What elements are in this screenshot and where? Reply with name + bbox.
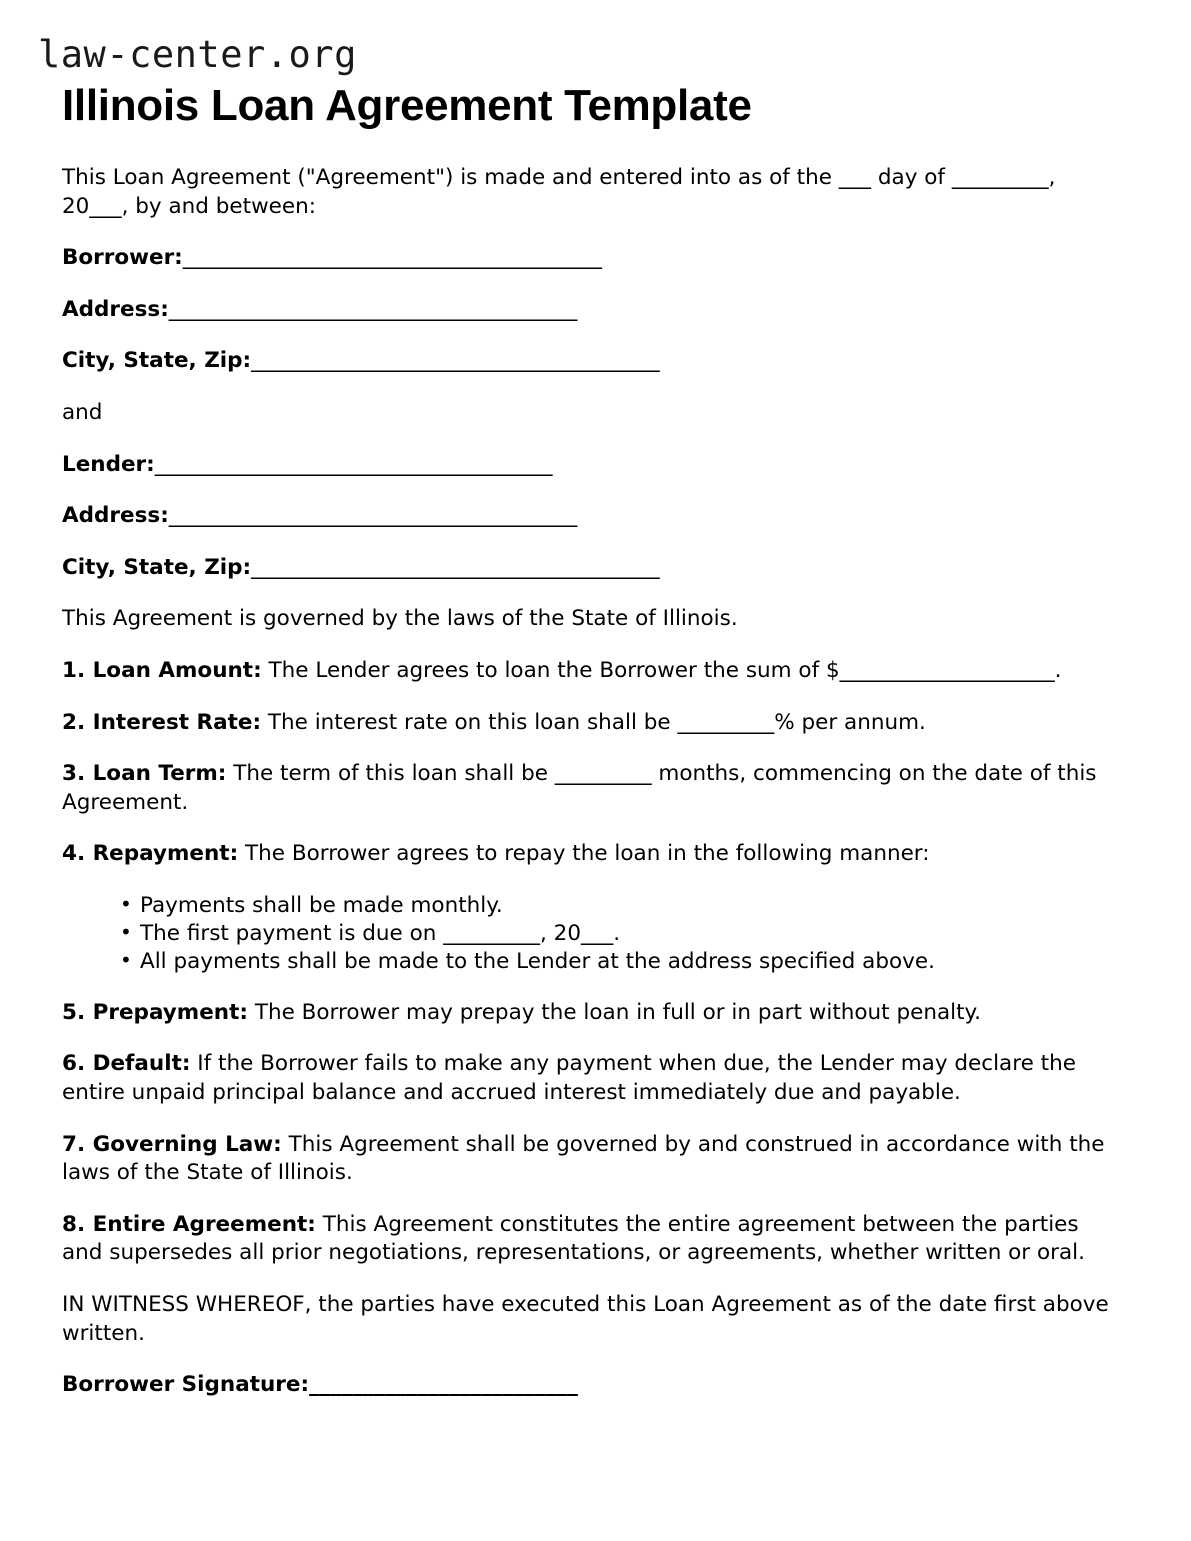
lender-address-field bbox=[62, 502, 1121, 531]
clause-loan-amount-body: The Lender agrees to loan the Borrower the sum of $____________________. bbox=[261, 658, 1062, 684]
borrower-address-label: Address: bbox=[62, 296, 169, 322]
clause-default-body: If the Borrower fails to make any payment when due, the Lender may declare the entire unpaid principal balance and accrued interest immediately due and payable. bbox=[62, 1051, 1076, 1106]
clause-loan-amount bbox=[62, 657, 1121, 686]
clause-loan-term-body: The term of this loan shall be _________ months, commencing on the date of this Agreement. bbox=[62, 761, 1097, 815]
clause-governing-law-body: This Agreement shall be governed by and construed in accordance with the laws of the State of Illinois. bbox=[62, 1131, 1105, 1186]
conjunction-and: and bbox=[62, 400, 103, 426]
clause-interest-rate-body: The interest rate on this loan shall be _________% per annum. bbox=[261, 709, 926, 735]
list-item: • All payments shall be made to the Lender at the address specified above. bbox=[120, 948, 1121, 976]
borrower-signature-blank: _________________________ bbox=[309, 1372, 578, 1398]
clause-loan-amount-head: 1. Loan Amount: bbox=[62, 658, 262, 684]
clause-repayment bbox=[62, 840, 1121, 869]
clause-loan-term bbox=[62, 760, 1121, 817]
borrower-address-blank: ______________________________________ bbox=[168, 296, 578, 322]
borrower-citystatezip-label: City, State, Zip: bbox=[62, 348, 252, 374]
borrower-name-label: Borrower: bbox=[62, 245, 183, 271]
clause-governing-law bbox=[62, 1131, 1121, 1188]
lender-citystatezip-label: City, State, Zip: bbox=[62, 554, 252, 580]
lender-address-label: Address: bbox=[62, 503, 169, 529]
clause-interest-rate-head: 2. Interest Rate: bbox=[62, 709, 262, 735]
lender-name-label: Lender: bbox=[62, 451, 155, 477]
borrower-signature-field bbox=[62, 1371, 1121, 1400]
list-item: • Payments shall be made monthly. bbox=[120, 892, 1121, 920]
clause-loan-term-head: 3. Loan Term: bbox=[62, 761, 227, 787]
clause-prepayment bbox=[62, 999, 1121, 1028]
borrower-citystatezip-blank: ______________________________________ bbox=[251, 348, 660, 374]
governing-law-note: This Agreement is governed by the laws of the State of Illinois. bbox=[62, 606, 738, 632]
clause-default-head: 6. Default: bbox=[62, 1051, 191, 1077]
clause-prepayment-body: The Borrower may prepay the loan in full or in part without penalty. bbox=[247, 999, 982, 1025]
intro-paragraph: This Loan Agreement ("Agreement") is made and entered into as of the ___ day of _________, 20___, by and between: bbox=[62, 165, 1056, 219]
site-name: law-center.org bbox=[38, 33, 357, 76]
clause-default bbox=[62, 1050, 1121, 1107]
lender-name-blank: _____________________________________ bbox=[154, 451, 553, 477]
list-item: • The first payment is due on _________, 20___. bbox=[120, 920, 1121, 948]
repayment-bullet-list bbox=[62, 892, 1121, 976]
borrower-citystatezip-field bbox=[62, 347, 1121, 376]
borrower-address-field bbox=[62, 296, 1121, 325]
borrower-signature-label: Borrower Signature: bbox=[62, 1372, 310, 1398]
clause-entire-agreement bbox=[62, 1211, 1121, 1268]
borrower-name-blank: _______________________________________ bbox=[182, 245, 603, 271]
lender-address-blank: ______________________________________ bbox=[168, 503, 578, 529]
clause-governing-law-head: 7. Governing Law: bbox=[62, 1131, 282, 1157]
clause-entire-agreement-body: This Agreement constitutes the entire agreement between the parties and supersedes all prior negotiations, representations, or agreements, whether written or oral. bbox=[62, 1211, 1085, 1266]
lender-name-field bbox=[62, 451, 1121, 480]
clause-repayment-body: The Borrower agrees to repay the loan in the following manner: bbox=[238, 841, 930, 867]
page-title: Illinois Loan Agreement Template bbox=[62, 80, 752, 130]
clause-repayment-head: 4. Repayment: bbox=[62, 841, 239, 867]
witness-paragraph: IN WITNESS WHEREOF, the parties have executed this Loan Agreement as of the date first above written. bbox=[62, 1291, 1109, 1346]
lender-citystatezip-blank: ______________________________________ bbox=[251, 554, 660, 580]
clause-interest-rate bbox=[62, 709, 1121, 738]
clause-prepayment-head: 5. Prepayment: bbox=[62, 999, 248, 1025]
lender-citystatezip-field bbox=[62, 554, 1121, 583]
document-body bbox=[0, 164, 1191, 1400]
clause-entire-agreement-head: 8. Entire Agreement: bbox=[62, 1211, 316, 1237]
borrower-name-field bbox=[62, 244, 1121, 273]
